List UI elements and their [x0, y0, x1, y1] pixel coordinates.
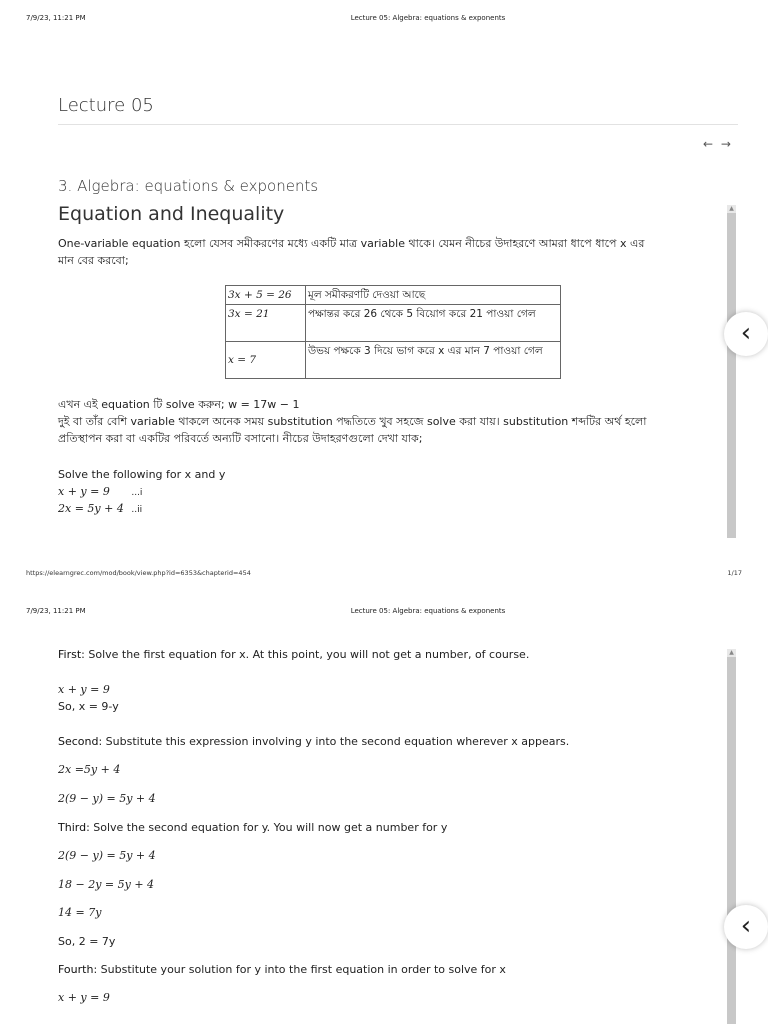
- print-title: Lecture 05: Algebra: equations & exponents: [350, 14, 506, 22]
- step-first: [58, 648, 529, 661]
- intro-line-2: মান বের করবো;: [58, 254, 129, 267]
- scrollbar[interactable]: [727, 657, 736, 1024]
- print-title: Lecture 05: Algebra: equations & exponents: [350, 607, 506, 615]
- scrollbar[interactable]: [727, 213, 736, 538]
- lecture-title: Lecture 05: [58, 95, 154, 116]
- step-second-eq-1: 2x =5y + 4: [58, 763, 121, 776]
- step-third-eq-1: 2(9 − y) = 5y + 4: [58, 849, 156, 862]
- step-second-eq-2: 2(9 − y) = 5y + 4: [58, 792, 156, 805]
- step-first-text: : Solve the first equation for x. At this point, you will not get a number, of course.: [81, 648, 530, 661]
- chevron-left-icon[interactable]: ‹: [724, 905, 768, 949]
- step-first-eq-2: So, x = 9-y: [58, 700, 119, 713]
- step-second-text: : Substitute this expression involving y into the second equation wherever x appears.: [98, 735, 570, 748]
- step-third-label: Third: [58, 821, 87, 834]
- section-title: Equation and Inequality: [58, 203, 285, 225]
- chevron-left-icon[interactable]: ‹: [724, 312, 768, 356]
- table-row: [226, 305, 561, 342]
- equation-2: [58, 500, 718, 519]
- print-timestamp: 7/9/23, 11:21 PM: [26, 14, 86, 22]
- print-header: [0, 593, 768, 613]
- solve-following: Solve the following for x and y: [58, 468, 226, 481]
- step-third-eq-4: So, 2 = 7y: [58, 935, 116, 948]
- book-nav-arrows[interactable]: ← →: [703, 137, 733, 151]
- solve-prompt: এখন এই equation টি solve করুন; w = 17w − 1: [58, 398, 300, 411]
- step-fourth-label: Fourth: [58, 963, 94, 976]
- step-second: [58, 735, 569, 748]
- intro-paragraph: [58, 235, 718, 269]
- substitution-paragraph: [58, 413, 718, 447]
- intro-line-1: One-variable equation হলো যেসব সমীকরণের মধ্যে একটি মাত্র variable থাকে। যেমন নীচের উদাহরণে আমরা ধাপে ধাপে x এর: [58, 237, 645, 250]
- step-third-eq-3: 14 = 7y: [58, 906, 102, 919]
- equation-table: [225, 285, 561, 379]
- scroll-up-arrow[interactable]: ▲: [727, 205, 736, 213]
- step-fourth-eq-1: x + y = 9: [58, 991, 110, 1004]
- step-first-eq-1: x + y = 9: [58, 683, 110, 696]
- table-cell-desc: মূল সমীকরণটি দেওয়া আছে: [306, 286, 561, 305]
- table-cell-eq: 3x = 21: [226, 305, 306, 342]
- table-cell-desc: পক্ষান্তর করে 26 থেকে 5 বিয়োগ করে 21 পাওয়া গেল: [306, 305, 561, 342]
- divider: [58, 124, 738, 125]
- step-third-eq-2: 18 − 2y = 5y + 4: [58, 878, 155, 891]
- table-row: [226, 286, 561, 305]
- step-fourth-text: : Substitute your solution for y into the first equation in order to solve for x: [93, 963, 506, 976]
- table-row: [226, 342, 561, 379]
- equation-1-text: x + y = 9: [58, 485, 110, 498]
- scroll-up-arrow[interactable]: ▲: [727, 649, 736, 657]
- substitution-line-1: দুই বা তাঁর বেশি variable থাকলে অনেক সময় substitution পদ্ধতিতে খুব সহজে solve করা যায়। substitution শব্দটির অর্থ হলো: [58, 415, 647, 428]
- equation-2-text: 2x = 5y + 4: [58, 502, 124, 515]
- table-cell-eq: 3x + 5 = 26: [226, 286, 306, 305]
- step-second-label: Second: [58, 735, 99, 748]
- equation-1-tag: ...i: [131, 488, 143, 498]
- footer-url: https://elearngrec.com/mod/book/view.php?id=6353&chapterid=454: [26, 569, 251, 577]
- chapter-title: 3. Algebra: equations & exponents: [58, 177, 319, 195]
- substitution-line-2: প্রতিস্থাপন করা বা একটির পরিবর্তে অন্যটি বসানো। নীচের উদাহরণগুলো দেখা যাক;: [58, 432, 423, 445]
- print-timestamp: 7/9/23, 11:21 PM: [26, 607, 86, 615]
- step-third: [58, 821, 447, 834]
- print-header: [0, 0, 768, 20]
- step-first-label: First: [58, 648, 82, 661]
- equation-2-tag: ..ii: [131, 505, 143, 515]
- step-third-text: : Solve the second equation for y. You will now get a number for y: [86, 821, 448, 834]
- table-cell-eq: x = 7: [226, 342, 306, 379]
- footer-page-number: 1/17: [727, 569, 742, 577]
- step-fourth: [58, 963, 506, 976]
- table-cell-desc: উভয় পক্ষকে 3 দিয়ে ভাগ করে x এর মান 7 পাওয়া গেল: [306, 342, 561, 379]
